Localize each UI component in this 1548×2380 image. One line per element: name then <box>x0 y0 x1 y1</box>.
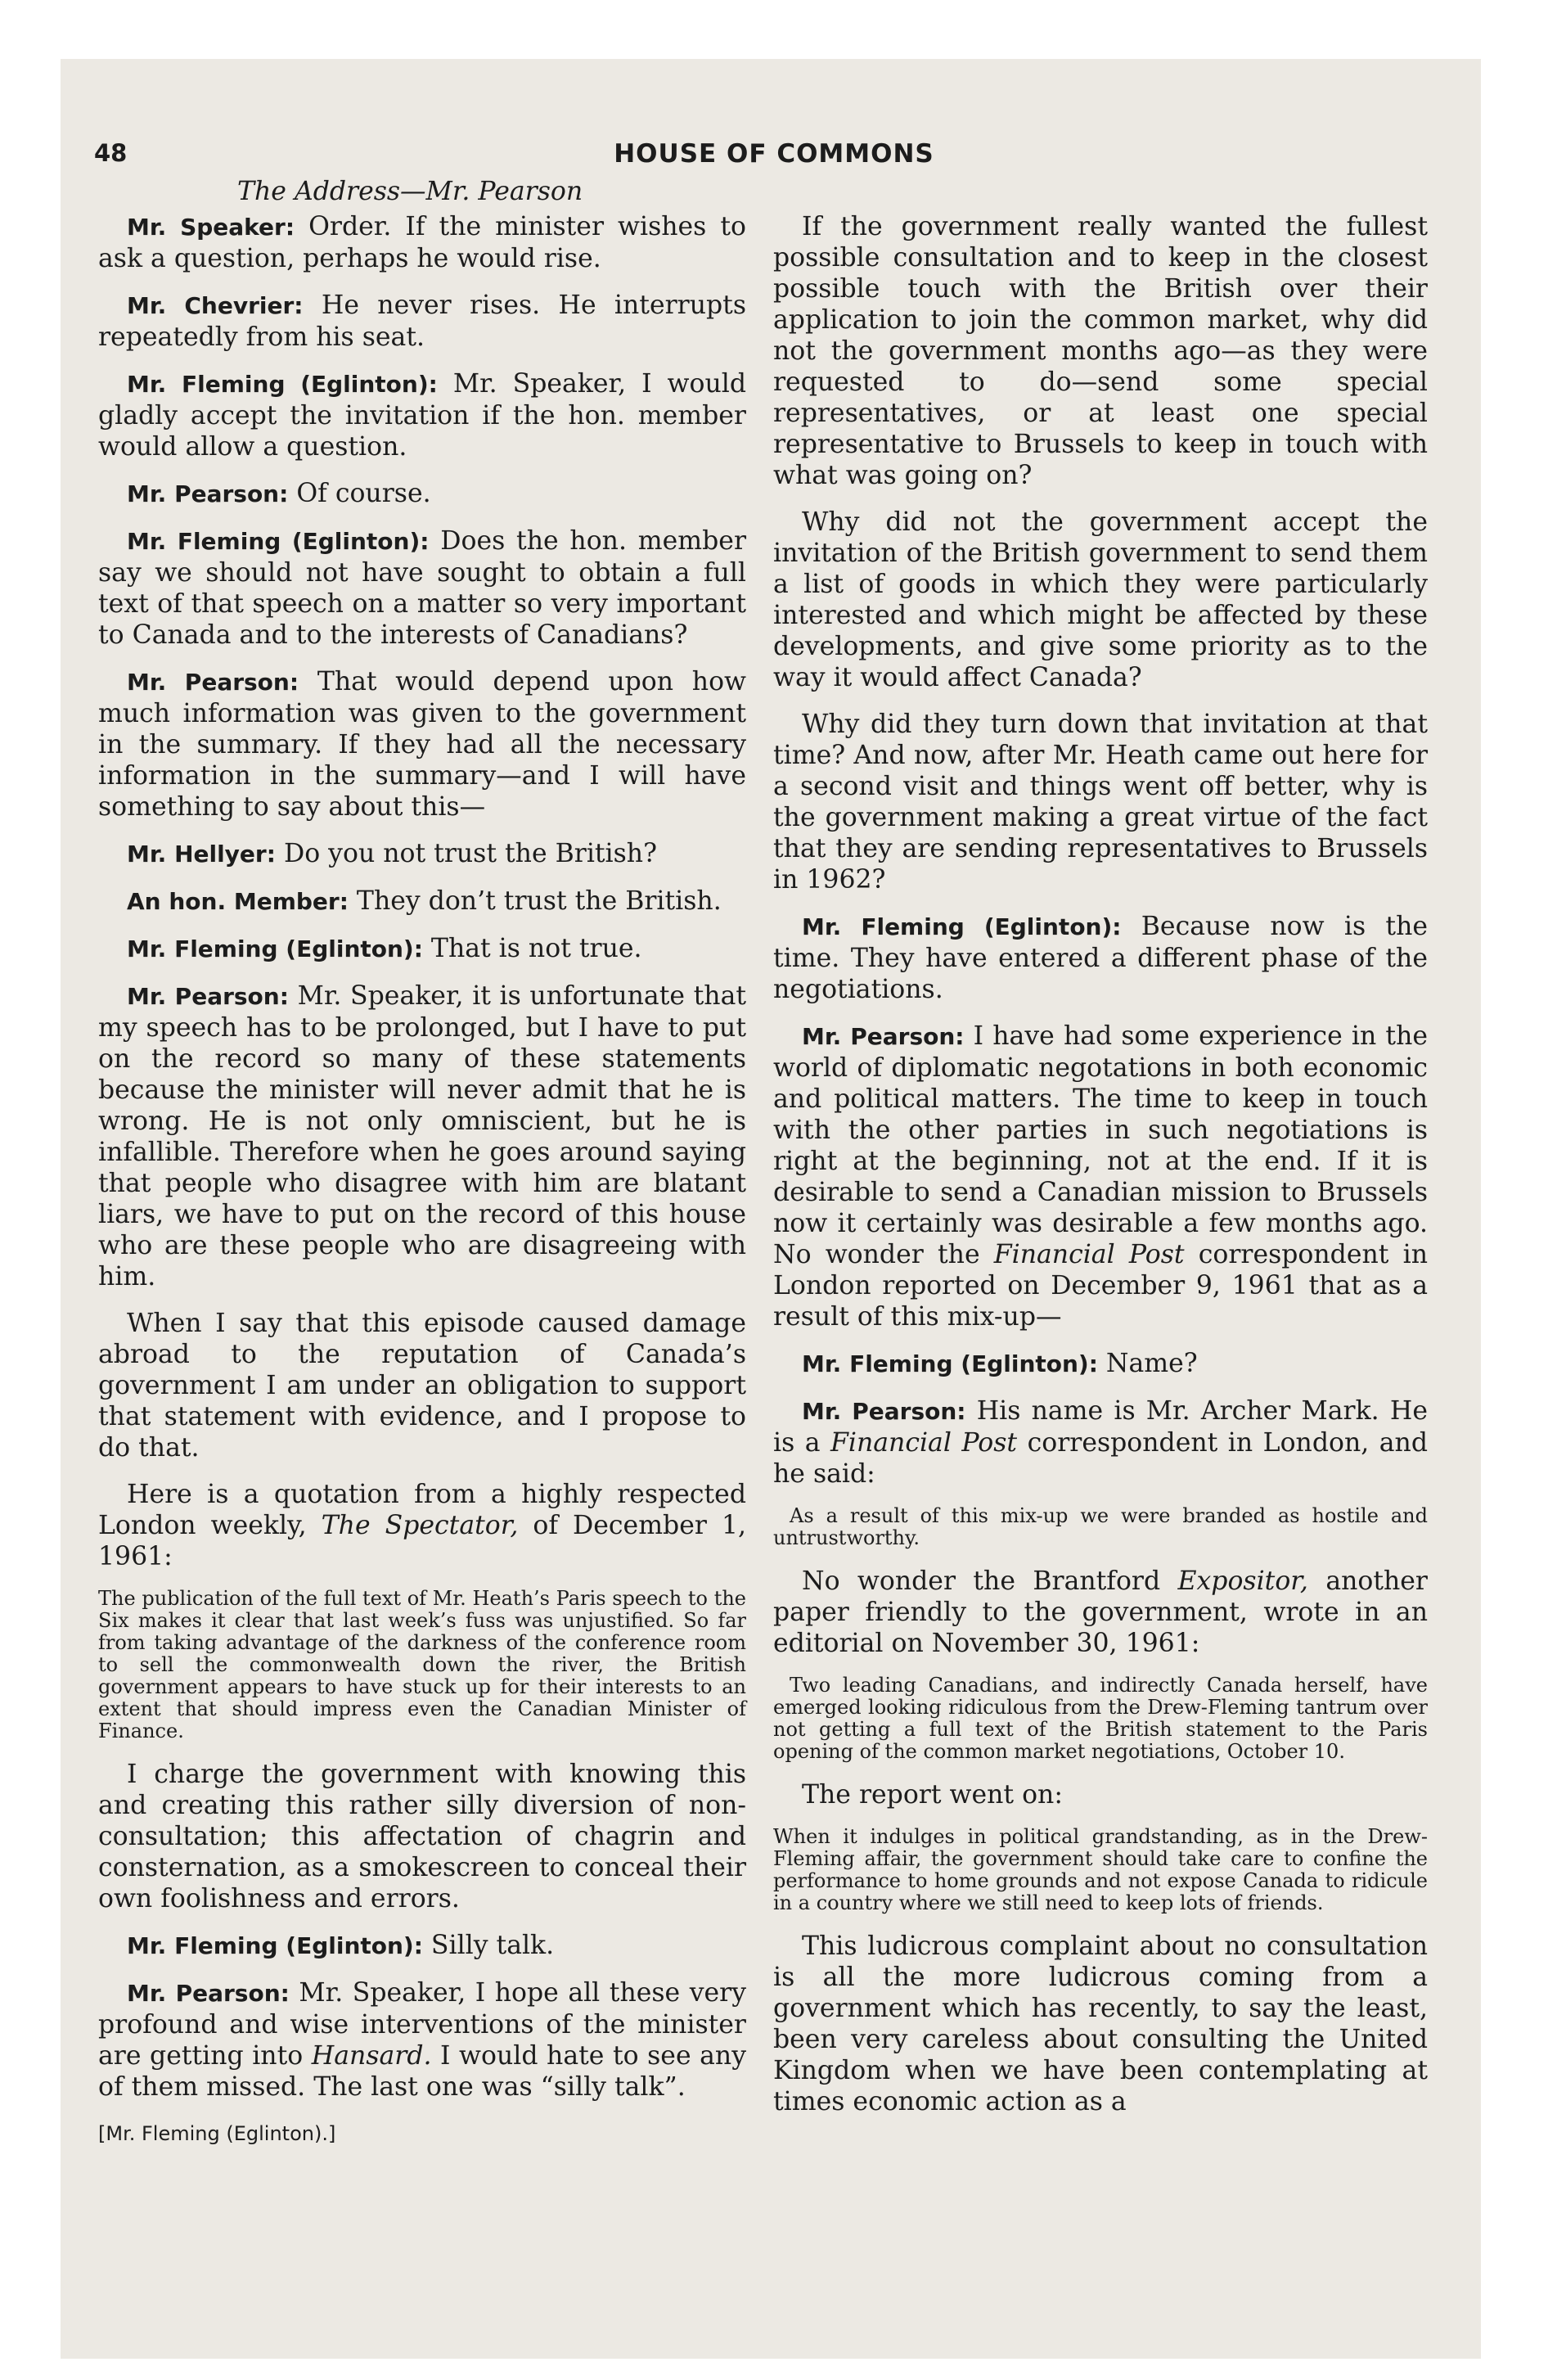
paragraph: Why did they turn down that invitation at that time? And now, after Mr. Heath came out here for a second visit and things went off better, why is the government making a great virtue of the fact that they are sending representatives to Brussels in 1962? <box>773 710 1428 895</box>
speech-text: No wonder the Brantford <box>802 1566 1178 1596</box>
block-quote: When it indulges in political grandstanding, as in the Drew-Fleming affair, the government should take care to confine the performance to home grounds and not expose Canada to ridicule in a country where we still need to keep lots of friends. <box>773 1825 1428 1914</box>
speaker-name: Mr. Fleming (Eglinton): <box>127 371 438 398</box>
paragraph <box>773 911 1428 1005</box>
publication-title: The Spectator, <box>321 1511 519 1540</box>
paragraph <box>98 478 746 510</box>
paragraph: When I say that this episode caused damage abroad to the reputation of Canada’s government I am under an obligation to support that statement with evidence, and I propose to do that. <box>98 1309 746 1463</box>
paragraph <box>98 211 746 274</box>
speaker-name: Mr. Pearson: <box>127 1980 290 2007</box>
speaker-name: Mr. Pearson: <box>802 1398 966 1425</box>
block-quote: As a result of this mix-up we were branded as hostile and untrustworthy. <box>773 1504 1428 1549</box>
speech-text: Order. If the minister wishes to ask a question, perhaps he would rise. <box>98 212 746 273</box>
speaker-name: Mr. Fleming (Eglinton): <box>127 935 423 962</box>
speech-text: Does the hon. member say we should not have sought to obtain a full text of that speech on a matter so very important to Canada and to the interests of Canadians? <box>98 526 747 650</box>
paragraph <box>773 1395 1428 1490</box>
speech-text: Mr. Speaker, it is unfortunate that my speech has to be prolonged, but I have to put on the record so many of these statements because the minister will never admit that he is wrong. He is not only omniscient, but he is infallible. Therefore when he goes around saying that people who disagree with him are blatant liars, we have to put on the record of this house who are these people who are disagreeing with him. <box>98 981 747 1291</box>
speech-text: Mr. Speaker, I hope all these very profound and wise interventions of the minister are getting into <box>98 1978 746 2071</box>
speaker-name: Mr. Fleming (Eglinton): <box>127 528 430 555</box>
paragraph <box>98 933 746 965</box>
publication-title: Financial Post <box>830 1428 1018 1458</box>
speech-text: another paper friendly to the government, wrote in an editorial on November 30, 1961: <box>773 1566 1428 1658</box>
speaker-name: An hon. Member: <box>127 888 349 915</box>
publication-title: Expositor, <box>1177 1566 1308 1596</box>
publication-title: Financial Post <box>993 1240 1185 1269</box>
paragraph <box>98 838 746 870</box>
paragraph <box>773 1021 1428 1332</box>
speech-text: correspondent in London, and he said: <box>773 1428 1429 1489</box>
speaker-name: Mr. Hellyer: <box>127 841 276 868</box>
paragraph <box>98 1930 746 1962</box>
speech-text: That is not true. <box>422 934 642 963</box>
publication-title: Hansard. <box>311 2041 432 2071</box>
speech-text: They don’t trust the British. <box>348 886 722 916</box>
paragraph: I charge the government with knowing this and creating this rather silly diversion of non-consultation; this affectation of chagrin and consternation, as a smokescreen to conceal their own foolishness and errors. <box>98 1760 746 1913</box>
speech-text: Silly talk. <box>422 1931 555 1960</box>
speaker-name: Mr. Pearson: <box>127 480 289 507</box>
speaker-name: Mr. Pearson: <box>127 669 299 696</box>
speaker-name: Mr. Fleming (Eglinton): <box>802 1350 1098 1377</box>
speech-text: Because now is the time. They have entered a different phase of the negotiations. <box>773 912 1428 1004</box>
paragraph <box>98 980 746 1292</box>
speech-text: I would hate to see any of them missed. The last one was “silly talk”. <box>98 2041 747 2102</box>
paragraph <box>98 368 746 462</box>
paragraph: This ludicrous complaint about no consultation is all the more ludicrous coming from a government which has recently, to say the least, been very careless about consulting the United Kingdom when we have been contemplating at times economic action as a <box>773 1931 1428 2116</box>
paragraph <box>98 1479 746 1572</box>
block-quote: The publication of the full text of Mr. Heath’s Paris speech to the Six makes it clear that last week’s fuss was unjustified. So far from taking advantage of the darkness of the conference room to sell the commonwealth down the river, the British government appears to have stuck up for their interests to an extent that should impress even the Canadian Minister of Finance. <box>98 1587 746 1742</box>
speech-text: Here is a quotation from a highly respected London weekly, <box>98 1480 746 1540</box>
page-number: 48 <box>94 139 128 167</box>
paragraph <box>98 886 746 917</box>
speech-text: of December 1, 1961: <box>98 1511 746 1571</box>
right-column <box>773 211 1428 2133</box>
speaker-name: Mr. Speaker: <box>127 214 295 241</box>
page-header <box>0 139 1548 172</box>
speaker-name: Mr. Pearson: <box>127 983 289 1010</box>
left-column <box>98 176 746 2149</box>
section-title: The Address—Mr. Pearson <box>237 177 583 206</box>
speech-text: Of course. <box>288 479 431 508</box>
speech-text: His name is Mr. Archer Mark. He is a <box>773 1396 1428 1458</box>
speech-text: I have had some experience in the world of diplomatic negotations in both economic and political matters. The time to keep in touch with the other parties in such negotiations is right at the beginning, not at the end. If it is desirable to send a Canadian mission to Brussels now it certainly was desirable a few months ago. No wonder the <box>773 1021 1429 1269</box>
running-title: HOUSE OF COMMONS <box>614 139 934 169</box>
speaker-name: Mr. Chevrier: <box>127 292 304 319</box>
speech-text: Mr. Speaker, I would gladly accept the invitation if the hon. member would allow a question. <box>98 369 746 462</box>
paragraph: If the government really wanted the fullest possible consultation and to keep in the closest possible touch with the British over their application to join the common market, why did not the government months ago—as they were requested to do—send some special representatives, or at least one special representative to Brussels to keep in touch with what was going on? <box>773 212 1428 490</box>
speech-text: He never rises. He interrupts repeatedly from his seat. <box>98 291 746 352</box>
paragraph <box>773 1566 1428 1659</box>
paragraph <box>98 666 746 823</box>
speech-text: Do you not trust the British? <box>275 839 657 868</box>
paragraph: Why did not the government accept the invitation of the British government to send them a list of goods in which they were particularly interested and which might be affected by these developments, and give some priority as to the way it would affect Canada? <box>773 507 1428 692</box>
paragraph <box>98 1977 746 2103</box>
footer-note: [Mr. Fleming (Eglinton).] <box>98 2122 336 2145</box>
speech-text: That would depend upon how much information was given to the government in the summary. If they had all the necessary information in the summary—and I will have something to say about this— <box>98 667 746 822</box>
speech-text: Name? <box>1097 1349 1198 1378</box>
speech-text: correspondent in London reported on December 9, 1961 that as a result of this mix-up— <box>773 1240 1428 1332</box>
block-quote: Two leading Canadians, and indirectly Canada herself, have emerged looking ridiculous from the Drew-Fleming tantrum over not getting a full text of the British statement to the Paris opening of the common market negotiations, October 10. <box>773 1674 1428 1763</box>
speaker-name: Mr. Fleming (Eglinton): <box>127 1932 423 1959</box>
paragraph <box>98 290 746 353</box>
paragraph <box>773 1348 1428 1380</box>
speaker-name: Mr. Fleming (Eglinton): <box>802 913 1122 940</box>
paragraph: The report went on: <box>802 1780 1063 1810</box>
paragraph <box>98 525 746 651</box>
speaker-name: Mr. Pearson: <box>802 1023 965 1050</box>
